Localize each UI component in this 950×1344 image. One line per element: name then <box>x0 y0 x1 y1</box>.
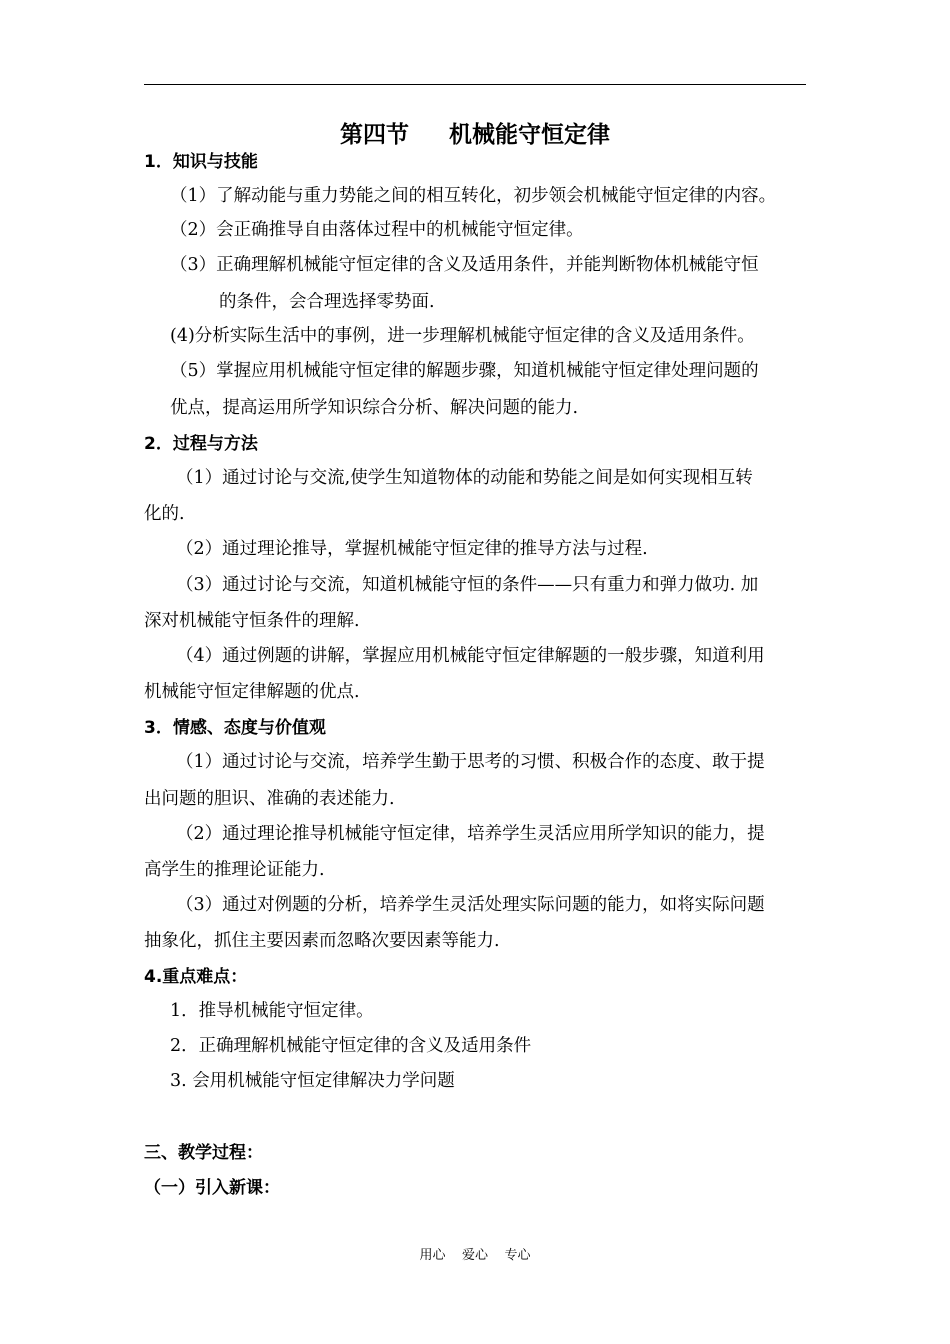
list-item: （5）掌握应用机械能守恒定律的解题步骤，知道机械能守恒定律处理问题的 <box>170 361 759 381</box>
section-heading-values: 3．情感、态度与价值观 <box>144 718 326 738</box>
list-item: （3）通过讨论与交流，知道机械能守恒的条件——只有重力和弹力做功. 加 <box>176 575 759 595</box>
list-item: 2．正确理解机械能守恒定律的含义及适用条件 <box>170 1036 532 1056</box>
list-item: （1）了解动能与重力势能之间的相互转化，初步领会机械能守恒定律的内容。 <box>170 186 777 206</box>
list-item-continuation: 机械能守恒定律解题的优点. <box>144 682 360 702</box>
list-item-continuation: 高学生的推理论证能力. <box>144 860 325 880</box>
section-heading-knowledge: 1．知识与技能 <box>144 152 258 172</box>
section-heading-key-points: 4.重点难点： <box>144 967 248 987</box>
list-item: （3）通过对例题的分析，培养学生灵活处理实际问题的能力，如将实际问题 <box>176 895 765 915</box>
section-heading-process: 2．过程与方法 <box>144 434 258 454</box>
section-heading-teaching-process: 三、教学过程： <box>144 1143 263 1163</box>
list-item: （2）会正确推导自由落体过程中的机械能守恒定律。 <box>170 220 584 240</box>
list-item: （2）通过理论推导机械能守恒定律，培养学生灵活应用所学知识的能力，提 <box>176 824 765 844</box>
list-item: 1．推导机械能守恒定律。 <box>170 1001 374 1021</box>
page-title: 第四节 机械能守恒定律 <box>339 122 611 148</box>
list-item: 3. 会用机械能守恒定律解决力学问题 <box>170 1071 455 1091</box>
list-item: (4)分析实际生活中的事例，进一步理解机械能守恒定律的含义及适用条件。 <box>170 326 755 346</box>
list-item: （4）通过例题的讲解，掌握应用机械能守恒定律解题的一般步骤，知道利用 <box>176 646 765 666</box>
list-item-continuation: 出问题的胆识、准确的表述能力. <box>144 789 395 809</box>
list-item-continuation: 优点，提高运用所学知识综合分析、解决问题的能力. <box>170 398 579 418</box>
list-item: （2）通过理论推导，掌握机械能守恒定律的推导方法与过程. <box>176 539 648 559</box>
list-item: （1）通过讨论与交流,使学生知道物体的动能和势能之间是如何实现相互转 <box>176 468 753 488</box>
page-footer: 用心 爱心 专心 <box>419 1248 531 1263</box>
list-item-continuation: 深对机械能守恒条件的理解. <box>144 611 360 631</box>
list-item: （3）正确理解机械能守恒定律的含义及适用条件，并能判断物体机械能守恒 <box>170 255 759 275</box>
list-item: （1）通过讨论与交流，培养学生勤于思考的习惯、积极合作的态度、敢于提 <box>176 752 765 772</box>
list-item-continuation: 抽象化，抓住主要因素而忽略次要因素等能力. <box>144 931 500 951</box>
list-item-continuation: 化的. <box>144 504 185 524</box>
subsection-heading-intro: （一）引入新课： <box>144 1178 280 1198</box>
list-item-continuation: 的条件，会合理选择零势面. <box>219 292 435 312</box>
header-rule <box>144 84 806 85</box>
